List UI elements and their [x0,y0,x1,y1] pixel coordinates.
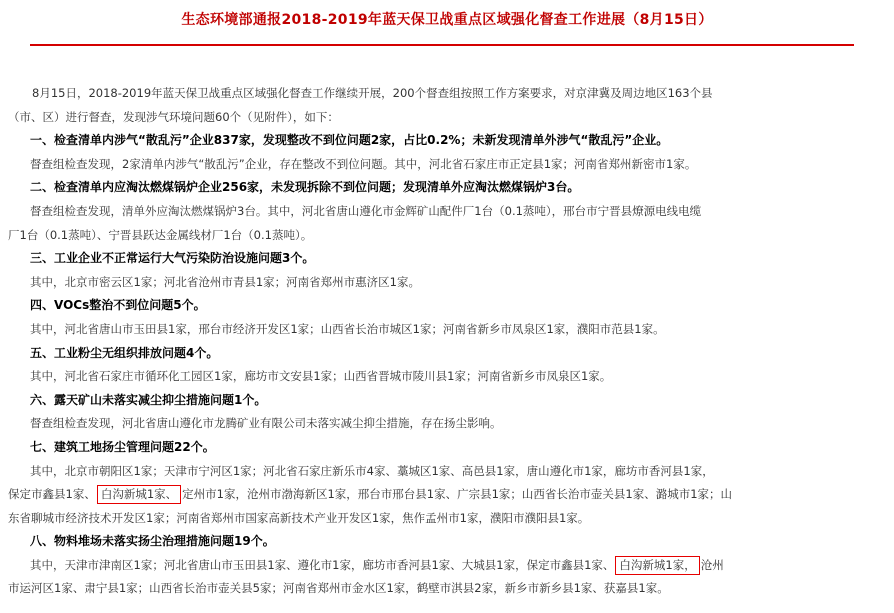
section-7-text-after-highlight: 定州市1家，沧州市渤海新区1家，邢台市邢台县1家、广宗县1家；山西省长治市壶关县1家、潞城市1家；山 [182,487,733,502]
section-1-heading: 一、检查清单内涉气“散乱污”企业837家，发现整改不到位问题2家，占比0.2%；未新发现清单外涉气“散乱污”企业。 [30,133,669,148]
highlight-box-baigou-1: 白沟新城1家、 [97,485,181,504]
title-divider [30,44,854,46]
section-2-heading: 二、检查清单内应淘汰燃煤锅炉企业256家，未发现拆除不到位问题；发现清单外应淘汰燃煤锅炉3台。 [30,180,580,195]
intro-paragraph-line-2: （市、区）进行督查，发现涉气环境问题60个（见附件），如下： [8,109,339,124]
section-7-text-before-highlight: 保定市鑫县1家、 [8,487,96,502]
highlight-box-baigou-2: 白沟新城1家， [615,556,699,575]
section-5-heading: 五、工业粉尘无组织排放问题4个。 [30,345,219,360]
section-5-body: 其中，河北省石家庄市循环化工园区1家，廊坊市文安县1家；山西省晋城市陵川县1家；河南省新乡市凤泉区1家。 [30,369,612,384]
section-8-heading: 八、物料堆场未落实扬尘治理措施问题19个。 [30,534,275,549]
section-1-body: 督查组检查发现，2家清单内涉气“散乱污”企业，存在整改不到位问题。其中，河北省石家庄市正定县1家；河南省郑州新密市1家。 [30,156,697,171]
section-4-heading: 四、VOCs整治不到位问题5个。 [30,298,206,313]
section-6-heading: 六、露天矿山未落实减尘抑尘措施问题1个。 [30,392,267,407]
section-8-body-line-1 [8,554,872,578]
section-8-text-after-highlight: 沧州 [700,557,724,572]
section-4-body: 其中，河北省唐山市玉田县1家，邢台市经济开发区1家；山西省长治市城区1家；河南省新乡市凤泉区1家，濮阳市范县1家。 [30,321,665,336]
intro-paragraph-line-1: 8月15日，2018-2019年蓝天保卫战重点区域强化督查工作继续开展，200个督查组按照工作方案要求，对京津冀及周边地区163个县 [32,86,713,100]
section-7-heading: 七、建筑工地扬尘管理问题22个。 [30,439,215,454]
page-title: 生态环境部通报2018-2019年蓝天保卫战重点区域强化督查工作进展（8月15日） [181,12,713,28]
section-7-body-line-3: 东省聊城市经济技术开发区1家；河南省郑州市国家高新技术产业开发区1家，焦作孟州市1家，濮阳市濮阳县1家。 [8,510,590,525]
section-7-body-line-1: 其中，北京市朝阳区1家；天津市宁河区1家；河北省石家庄新乐市4家、藁城区1家、高邑县1家，唐山遵化市1家，廊坊市香河县1家， [30,463,714,478]
article-body [8,82,872,601]
section-3-heading: 三、工业企业不正常运行大气污染防治设施问题3个。 [30,251,315,266]
section-3-body: 其中，北京市密云区1家；河北省沧州市青县1家；河南省郑州市惠济区1家。 [30,274,420,289]
section-8-text-before-highlight: 其中，天津市津南区1家；河北省唐山市玉田县1家、遵化市1家，廊坊市香河县1家、大城县1家，保定市鑫县1家、 [30,557,615,572]
section-2-body-line-1: 督查组检查发现，清单外应淘汰燃煤锅炉3台。其中，河北省唐山遵化市金辉矿山配件厂1台（0.1蒸吨），邢台市宁晋县燎源电线电缆 [30,203,702,218]
section-7-body-line-2 [8,483,872,507]
section-2-body-line-2: 厂1台（0.1蒸吨）、宁晋县跃达金属线材厂1台（0.1蒸吨）。 [8,227,313,242]
section-6-body: 督查组检查发现，河北省唐山遵化市龙腾矿业有限公司未落实减尘抑尘措施，存在扬尘影响。 [30,416,502,431]
section-8-body-line-2: 市运河区1家、肃宁县1家；山西省长治市壶关县5家；河南省郑州市金水区1家，鹤壁市淇县2家，新乡市新乡县1家、获嘉县1家。 [8,581,669,596]
